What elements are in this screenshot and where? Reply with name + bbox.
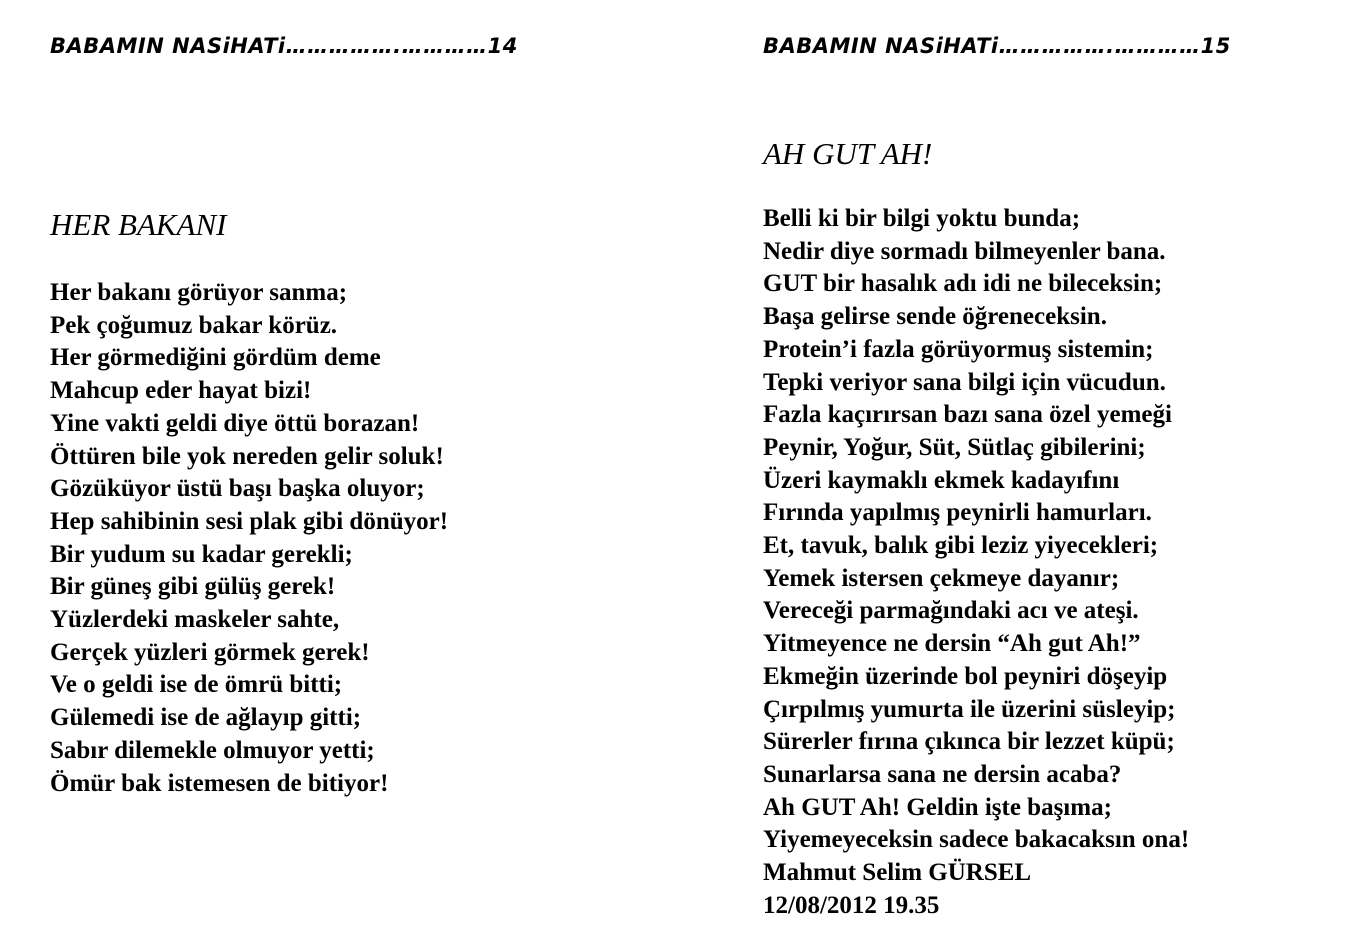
poem-line: GUT bir hasalık adı idi ne bileceksin; (763, 270, 1163, 298)
poem-line: Peynir, Yoğur, Süt, Sütlaç gibilerini; (763, 433, 1146, 461)
poem-line: Fırında yapılmış peynirli hamurları. (763, 499, 1152, 527)
poem-line: Mahcup eder hayat bizi! (50, 377, 312, 405)
poem-line: Yitmeyence ne dersin “Ah gut Ah!” (763, 630, 1141, 658)
date-stamp: 12/08/2012 19.35 (763, 891, 940, 919)
poem-line: Ömür bak istemesen de bitiyor! (50, 769, 389, 797)
poem-line: Tepki veriyor sana bilgi için vücudun. (763, 368, 1166, 396)
poem-line: Çırpılmış yumurta ile üzerini süsleyip; (763, 695, 1176, 723)
poem-line: Bir yudum su kadar gerekli; (50, 540, 353, 568)
right-page (683, 0, 1366, 938)
author-signature: Mahmut Selim GÜRSEL (763, 859, 1032, 887)
poem-line: Hep sahibinin sesi plak gibi dönüyor! (50, 507, 449, 535)
poem-line: Pek çoğumuz bakar körüz. (50, 311, 338, 339)
poem-line: Sunarlarsa sana ne dersin acaba? (763, 760, 1122, 788)
running-header: BABAMIN NASiHATi…………….…………14 (50, 34, 518, 58)
poem-line: Öttüren bile yok nereden gelir soluk! (50, 442, 444, 470)
poem-line: Ve o geldi ise de ömrü bitti; (50, 671, 343, 699)
poem-line: Yiyemeyeceksin sadece bakacaksın ona! (763, 826, 1190, 854)
poem-line: Her görmediğini gördüm deme (50, 344, 381, 372)
poem-line: Gerçek yüzleri görmek gerek! (50, 638, 370, 666)
poem-line: Belli ki bir bilgi yoktu bunda; (763, 205, 1081, 232)
poem-body (50, 277, 448, 800)
poem-line: Ekmeğin üzerinde bol peyniri döşeyip (763, 662, 1168, 690)
poem-line: Sürerler fırına çıkınca bir lezzet küpü; (763, 728, 1175, 756)
poem-line: Vereceği parmağındaki acı ve ateşi. (763, 597, 1139, 625)
poem-line: Ah GUT Ah! Geldin işte başıma; (763, 793, 1112, 821)
poem-line: Nedir diye sormadı bilmeyenler bana. (763, 237, 1166, 265)
poem-line: Sabır dilemekle olmuyor yetti; (50, 736, 375, 764)
poem-body (763, 203, 1189, 922)
running-header: BABAMIN NASiHATi…………….…………15 (763, 34, 1231, 58)
poem-line: Protein’i fazla görüyormuş sistemin; (763, 335, 1154, 363)
poem-line: Bir güneş gibi gülüş gerek! (50, 573, 336, 601)
poem-line: Üzeri kaymaklı ekmek kadayıfını (763, 466, 1120, 494)
poem-line: Fazla kaçırırsan bazı sana özel yemeği (763, 401, 1172, 429)
poem-line: Her bakanı görüyor sanma; (50, 279, 348, 306)
poem-line: Gözüküyor üstü başı başka oluyor; (50, 475, 425, 503)
poem-line: Yine vakti geldi diye öttü borazan! (50, 409, 420, 437)
poem-line: Et, tavuk, balık gibi leziz yiyecekleri; (763, 532, 1159, 560)
poem-title: HER BAKANI (50, 207, 227, 242)
poem-line: Başa gelirse sende öğreneceksin. (763, 303, 1107, 331)
poem-line: Yemek istersen çekmeye dayanır; (763, 564, 1120, 592)
poem-title: AH GUT AH! (763, 136, 933, 171)
poem-line: Gülemedi ise de ağlayıp gitti; (50, 704, 362, 732)
poem-line: Yüzlerdeki maskeler sahte, (50, 606, 340, 634)
